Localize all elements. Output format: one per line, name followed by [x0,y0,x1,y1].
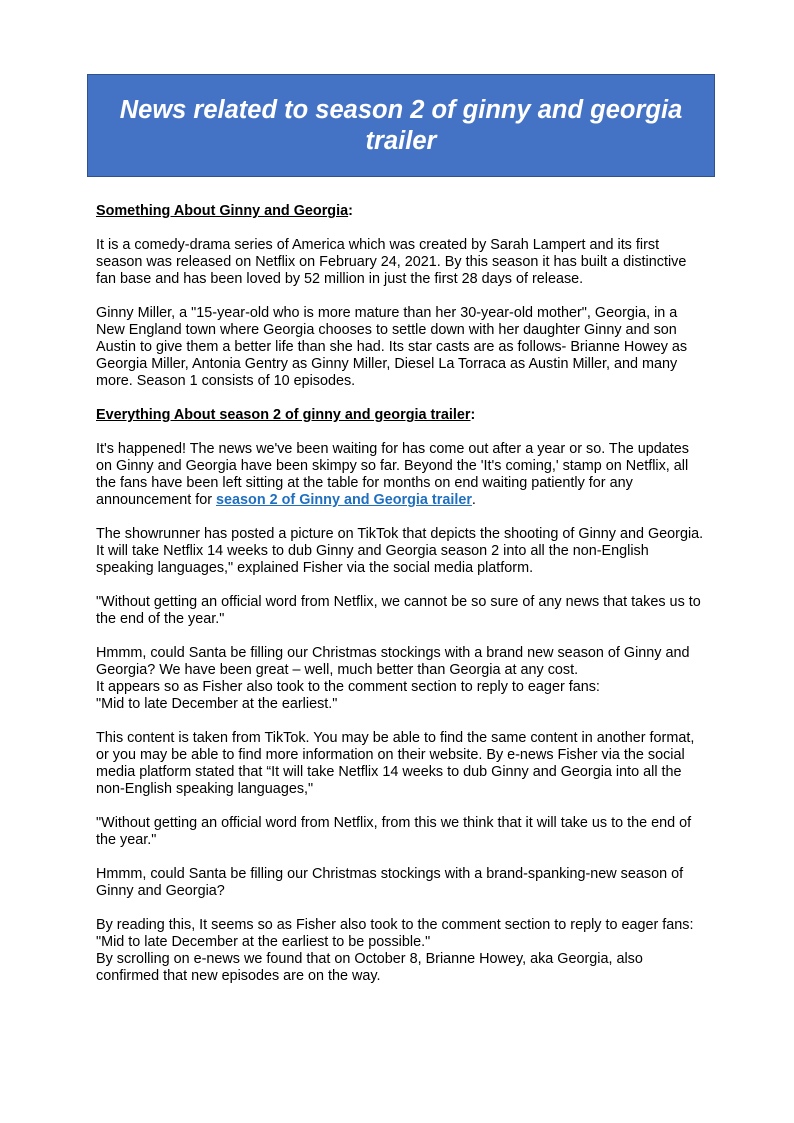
season2-paragraph-4-line-2: It appears so as Fisher also took to the comment section to reply to eager fans: [96,679,600,695]
season2-paragraph-2: The showrunner has posted a picture on TikTok that depicts the shooting of Ginny and Georgia. It will take Netflix 14 weeks to dub Ginny and Georgia season 2 into all the non-English speaking languages," explained Fisher via the social media platform. [96,526,704,576]
season2-paragraph-4-line-3: "Mid to late December at the earliest." [96,696,338,712]
season2-intro-end: . [471,492,476,508]
about-paragraph-2: Ginny Miller, a "15-year-old who is more mature than her 30-year-old mother", Georgia, in a New England town where Georgia chooses to settle down with her daughter Ginny and son Austin to give them a better life than she had. Its star casts are as follows- Brianne Howey as Georgia Miller, Antonia Gentry as Ginny Miller, Diesel La Torraca as Austin Miller, and many more. Season 1 consists of 10 episodes. [96,305,688,389]
page-title-line-2: trailer [365,126,437,155]
about-paragraph-1: It is a comedy-drama series of America which was created by Sarah Lampert and its first season was released on Netflix on February 24, 2021. By this season it has built a distinctive fan base and has been loved by 52 million in just the first 28 days of release. [96,237,687,287]
article-body [96,203,708,1002]
season2-trailer-link[interactable]: season 2 of Ginny and Georgia trailer [216,492,472,508]
section-heading-season2-colon: : [470,407,476,423]
season2-paragraph-8-line-2: By scrolling on e-news we found that on October 8, Brianne Howey, aka Georgia, also confirmed that new episodes are on the way. [96,951,643,984]
season2-paragraph-7: Hmmm, could Santa be filling our Christmas stockings with a brand-spanking-new season of Ginny and Georgia? [96,866,684,899]
section-heading-about-text: Something About Ginny and Georgia [96,203,349,219]
section-heading-about-colon: : [348,203,353,219]
page-title-line-1: News related to season 2 of ginny and georgia [119,95,683,124]
section-heading-season2 [96,407,708,424]
season2-paragraph-8 [96,917,708,985]
season2-paragraph-8-line-1: By reading this, It seems so as Fisher also took to the comment section to reply to eager fans: "Mid to late December at the earliest to be possible." [96,917,694,950]
season2-paragraph-4 [96,645,708,713]
season2-paragraph-6: "Without getting an official word from Netflix, from this we think that it will take us to the end of the year." [96,815,692,848]
season2-paragraph-3: "Without getting an official word from Netflix, we cannot be so sure of any news that takes us to the end of the year." [96,594,701,627]
section-heading-about [96,203,708,220]
season2-intro-paragraph [96,441,708,509]
season2-paragraph-5: This content is taken from TikTok. You may be able to find the same content in another format, or you may be able to find more information on their website. By e-news Fisher via the social media platform stated that “It will take Netflix 14 weeks to dub Ginny and Georgia into all the non-English speaking languages," [96,730,695,797]
section-heading-season2-text: Everything About season 2 of ginny and georgia trailer [96,407,471,423]
season2-intro-text: It's happened! The news we've been waiting for has come out after a year or so. The updates on Ginny and Georgia have been skimpy so far. Beyond the 'It's coming,' stamp on Netflix, all the fans have been left sitting at the table for months on end waiting patiently for any announcement for [96,441,689,508]
title-banner [87,74,715,177]
season2-paragraph-4-line-1: Hmmm, could Santa be filling our Christmas stockings with a brand new season of Ginny and Georgia? We have been great – well, much better than Georgia at any cost. [96,645,690,678]
page-title [106,95,697,157]
